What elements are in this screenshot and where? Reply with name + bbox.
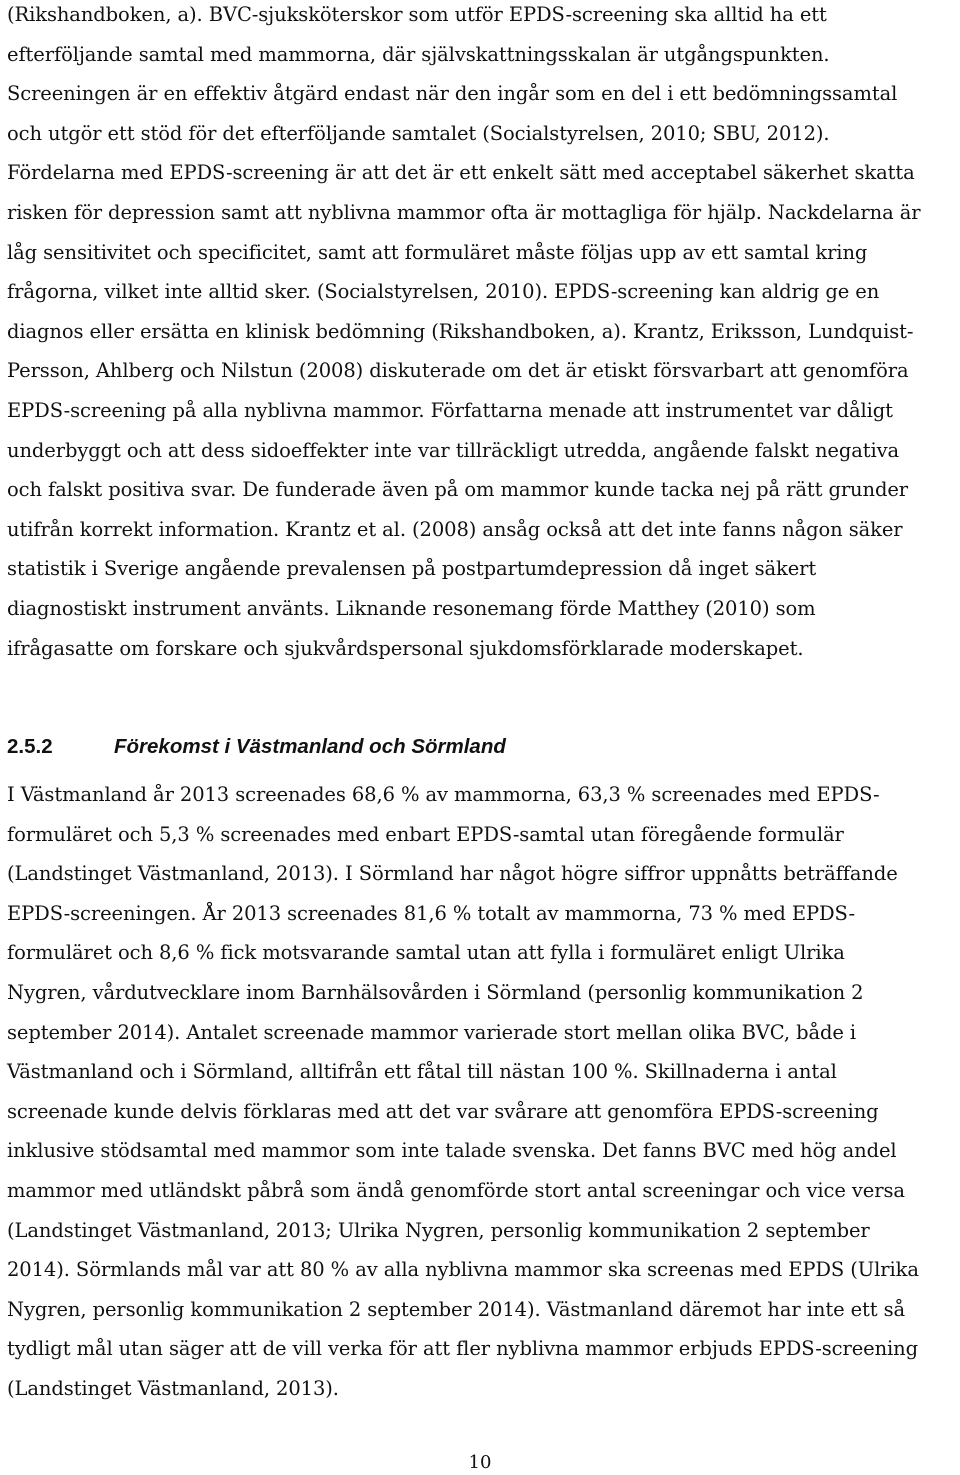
page-number: 10 — [468, 1452, 492, 1473]
text-line: Screeningen är en effektiv åtgärd endast när den ingår som en del i ett bedömningssamtal — [7, 82, 898, 106]
text-line: Nygren, vårdutvecklare inom Barnhälsovården i Sörmland (personlig kommunikation 2 — [7, 980, 864, 1004]
text-line: (Landstinget Västmanland, 2013; Ulrika Nygren, personlig kommunikation 2 september — [7, 1218, 870, 1242]
text-line: och falskt positiva svar. De funderade även på om mammor kunde tacka nej på rätt grunder — [7, 478, 909, 502]
text-line: risken för depression samt att nyblivna mammor ofta är mottagliga för hjälp. Nackdelarna är — [7, 200, 921, 224]
text-line: (Landstinget Västmanland, 2013). — [7, 1376, 339, 1400]
text-line: EPDS-screening på alla nyblivna mammor. Författarna menade att instrumentet var dåligt — [7, 398, 893, 422]
text-line: formuläret och 5,3 % screenades med enbart EPDS-samtal utan föregående formulär — [7, 822, 844, 846]
section-number: 2.5.2 — [7, 735, 53, 758]
text-line: diagnostiskt instrument använts. Liknande resonemang förde Matthey (2010) som — [7, 596, 816, 620]
text-line: Fördelarna med EPDS-screening är att det är ett enkelt sätt med acceptabel säkerhet skatta — [7, 161, 915, 185]
text-line: september 2014). Antalet screenade mammor varierade stort mellan olika BVC, både i — [7, 1020, 857, 1044]
text-line: frågorna, vilket inte alltid sker. (Socialstyrelsen, 2010). EPDS-screening kan aldrig ge en — [7, 280, 880, 304]
body-paragraph-prevalence — [7, 775, 955, 1409]
text-line: underbyggt och att dess sidoeffekter inte var tillräckligt utredda, angående falskt negativa — [7, 438, 900, 462]
text-line: I Västmanland år 2013 screenades 68,6 % av mammorna, 63,3 % screenades med EPDS- — [7, 783, 880, 806]
text-line: 2014). Sörmlands mål var att 80 % av alla nyblivna mammor ska screenas med EPDS (Ulrika — [7, 1258, 919, 1282]
text-line: (Rikshandboken, a). BVC-sjuksköterskor som utför EPDS-screening ska alltid ha ett — [7, 3, 827, 26]
text-line: ifrågasatte om forskare och sjukvårdspersonal sjukdomsförklarade moderskapet. — [7, 636, 804, 660]
text-line: Västmanland och i Sörmland, alltifrån ett fåtal till nästan 100 %. Skillnaderna i antal — [7, 1060, 837, 1084]
text-line: utifrån korrekt information. Krantz et al. (2008) ansåg också att det inte fanns någon säker — [7, 517, 903, 541]
text-line: låg sensitivitet och specificitet, samt att formuläret måste följas upp av ett samtal kring — [7, 240, 868, 264]
text-line: och utgör ett stöd för det efterföljande samtalet (Socialstyrelsen, 2010; SBU, 2012). — [7, 121, 830, 145]
text-line: statistik i Sverige angående prevalensen på postpartumdepression då inget säkert — [7, 557, 817, 581]
text-line: (Landstinget Västmanland, 2013). I Sörmland har något högre siffror uppnåtts beträffande — [7, 862, 898, 886]
section-heading — [7, 733, 506, 761]
section-title: Förekomst i Västmanland och Sörmland — [114, 735, 506, 758]
text-line: screenade kunde delvis förklaras med att det var svårare att genomföra EPDS-screening — [7, 1099, 879, 1123]
text-line: Nygren, personlig kommunikation 2 september 2014). Västmanland däremot har inte ett så — [7, 1297, 906, 1321]
text-line: inklusive stödsamtal med mammor som inte talade svenska. Det fanns BVC med hög andel — [7, 1139, 897, 1163]
text-line: efterföljande samtal med mammorna, där självskattningsskalan är utgångspunkten. — [7, 42, 830, 66]
text-line: EPDS-screeningen. År 2013 screenades 81,6 % totalt av mammorna, 73 % med EPDS- — [7, 901, 856, 925]
text-line: diagnos eller ersätta en klinisk bedömning (Rikshandboken, a). Krantz, Eriksson, Lundquist- — [7, 319, 914, 343]
body-paragraph-epds-screening — [7, 0, 955, 668]
text-line: formuläret och 8,6 % fick motsvarande samtal utan att fylla i formuläret enligt Ulrika — [7, 941, 845, 965]
text-line: tydligt mål utan säger att de vill verka för att fler nyblivna mammor erbjuds EPDS-screening — [7, 1337, 919, 1361]
text-line: mammor med utländskt påbrå som ändå genomförde stort antal screeningar och vice versa — [7, 1178, 905, 1202]
text-line: Persson, Ahlberg och Nilstun (2008) diskuterade om det är etiskt försvarbart att genomföra — [7, 359, 909, 383]
